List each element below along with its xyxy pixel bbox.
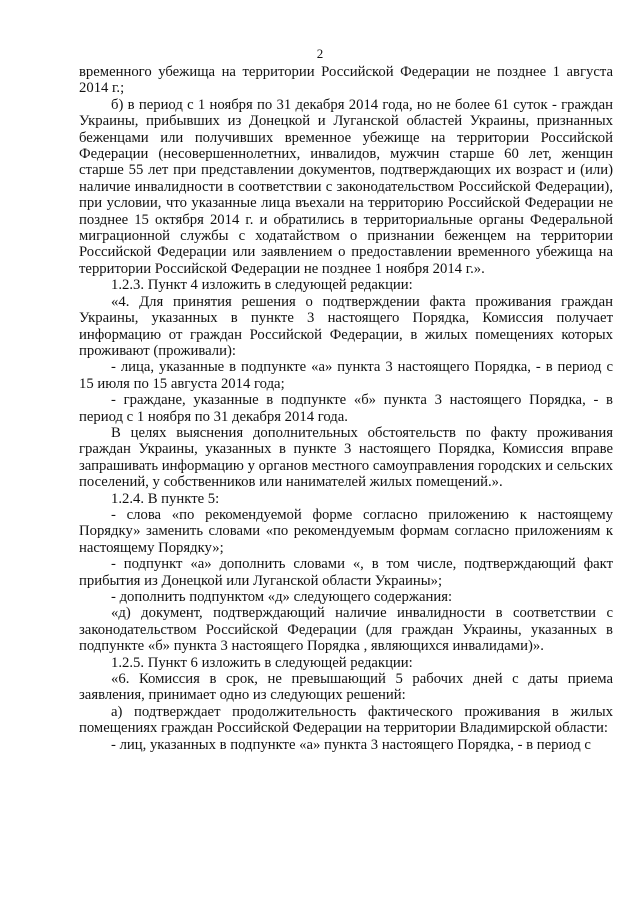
paragraph-list-item: - слова «по рекомендуемой форме согласно приложению к настоящему Порядку» заменить словами «по рекомендуемым формам согласно приложениям к настоящему Порядку»; [79,506,613,556]
paragraph-list-item: - граждане, указанные в подпункте «б» пункта 3 настоящего Порядка, - в период с 1 ноября по 31 декабря 2014 года. [79,392,613,425]
paragraph-subitem-b: б) в период с 1 ноября по 31 декабря 2014 года, но не более 61 суток - граждан Украины, прибывших из Донецкой и Луганской областей Украины, признанных беженцами или получивших временное убежище на территории Российской Федерации (несовершеннолетних, инвалидов, мужчин старше 60 лет, женщин старше 55 лет при представлении документов, подтверждающих их возраст и (или) наличие инвалидности в соответствии с законодательством Российской Федерации), при условии, что указанные лица въехали на территорию Российской Федерации не позднее 15 октября 2014 г. и обратились в территориальные органы Федеральной миграционной службы с ходатайством о признании беженцем на территории Российской Федерации или заявлением о предоставлении временного убежища на территории Российской Федерации не позднее 1 ноября 2014 г.». [79,96,613,277]
paragraph-continuation: временного убежища на территории Российской Федерации не позднее 1 августа 2014 г.; [79,64,613,97]
paragraph-subitem-d: «д) документ, подтверждающий наличие инвалидности в соответствии с законодательством Российской Федерации (для граждан Украины, указанных в подпункте «б» пункта 3 настоящего Порядка , являющихся инвалидами)». [79,605,613,655]
paragraph-list-item: - лица, указанные в подпункте «а» пункта 3 настоящего Порядка, - в период с 15 июля по 15 августа 2014 года; [79,359,613,392]
paragraph-1-2-5: 1.2.5. Пункт 6 изложить в следующей редакции: [111,654,413,671]
paragraph-point-6: «6. Комиссия в срок, не превышающий 5 рабочих дней с даты приема заявления, принимает одно из следующих решений: [79,671,613,704]
paragraph-clarification: В целях выяснения дополнительных обстоятельств по факту проживания граждан Украины, указанных в пункте 3 настоящего Порядка, Комиссия вправе запрашивать информацию у органов местного самоуправления городских и сельских поселений, у собственников или нанимателей жилых помещений.». [79,424,613,491]
page-number: 2 [316,46,324,61]
paragraph-subitem-a: а) подтверждает продолжительность фактического проживания в жилых помещениях граждан Российской Федерации на территории Владимирской области: [79,703,613,737]
paragraph-1-2-3: 1.2.3. Пункт 4 изложить в следующей редакции: [111,277,413,294]
paragraph-1-2-4: 1.2.4. В пункте 5: [111,490,220,507]
document-body [79,64,613,753]
paragraph-list-item: - дополнить подпунктом «д» следующего содержания: [111,589,453,605]
paragraph-list-item: - лиц, указанных в подпункте «а» пункта 3 настоящего Порядка, - в период с [111,736,591,753]
paragraph-list-item: - подпункт «а» дополнить словами «, в том числе, подтверждающий факт прибытия из Донецкой или Луганской области Украины»; [79,556,613,589]
paragraph-point-4: «4. Для принятия решения о подтверждении факта проживания граждан Украины, указанных в пункте 3 настоящего Порядка, Комиссия получает информацию от граждан Российской Федерации, в жилых помещениях которых проживают (проживали): [79,293,613,359]
